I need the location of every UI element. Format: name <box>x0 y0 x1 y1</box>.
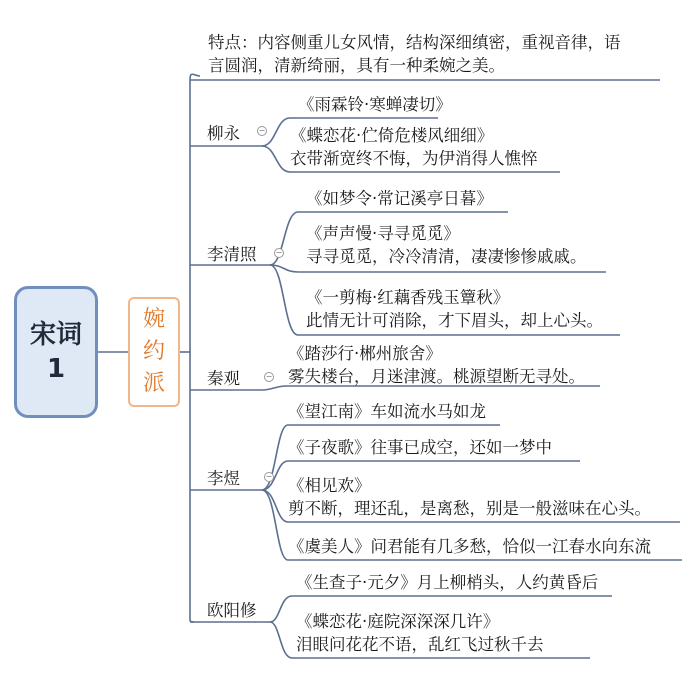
poet-liyu[interactable]: 李煜 <box>207 469 240 488</box>
work-quote: 泪眼问花花不语，乱红飞过秋千去 <box>296 635 544 654</box>
collapse-icon[interactable]: − <box>275 248 283 257</box>
poet-liqingzhao[interactable]: 李清照 <box>207 245 257 264</box>
work-title[interactable]: 《蝶恋花·伫倚危楼风细细》 <box>290 126 494 145</box>
work-title[interactable]: 《虞美人》问君能有几多愁，恰似一江春水向东流 <box>288 537 651 556</box>
work-title[interactable]: 《望江南》车如流水马如龙 <box>288 402 486 421</box>
root-node[interactable] <box>14 286 98 418</box>
work-quote: 寻寻觅觅，冷冷清清，凄凄惨惨戚戚。 <box>306 247 587 266</box>
work-quote: 剪不断，理还乱，是离愁，别是一般滋味在心头。 <box>288 499 651 518</box>
work-title[interactable]: 《如梦令·常记溪亭日暮》 <box>306 189 493 208</box>
work-title[interactable]: 《雨霖铃·寒蝉凄切》 <box>298 95 452 114</box>
work-title[interactable]: 《子夜歌》往事已成空，还如一梦中 <box>288 438 552 457</box>
feature-line-1: 特点：内容侧重儿女风情，结构深细缜密，重视音律，语 <box>208 33 621 52</box>
feature-line-2: 言圆润，清新绮丽，具有一种柔婉之美。 <box>208 56 505 75</box>
poet-qinguan[interactable]: 秦观 <box>207 369 240 388</box>
collapse-icon[interactable]: − <box>265 372 273 381</box>
school-name: 婉 约 派 <box>142 307 165 396</box>
work-title[interactable]: 《一剪梅·红藕香残玉簟秋》 <box>306 288 510 307</box>
work-title[interactable]: 《踏莎行·郴州旅舍》 <box>288 344 442 363</box>
work-title[interactable]: 《声声慢·寻寻觅觅》 <box>306 224 460 243</box>
work-title[interactable]: 《生查子·元夕》月上柳梢头，人约黄昏后 <box>296 573 599 592</box>
school-node[interactable] <box>128 297 180 407</box>
work-title[interactable]: 《相见欢》 <box>288 476 371 495</box>
poet-ouyangxiu[interactable]: 欧阳修 <box>207 601 257 620</box>
collapse-icon[interactable]: − <box>265 472 273 481</box>
work-title[interactable]: 《蝶恋花·庭院深深深几许》 <box>296 612 500 631</box>
collapse-icon[interactable]: − <box>258 126 266 135</box>
root-title: 宋词 1 <box>29 320 82 384</box>
work-quote: 衣带渐宽终不悔，为伊消得人憔悴 <box>290 149 538 168</box>
work-quote: 雾失楼台，月迷津渡。桃源望断无寻处。 <box>288 367 585 386</box>
work-quote: 此情无计可消除，才下眉头，却上心头。 <box>306 311 603 330</box>
poet-liuyong[interactable]: 柳永 <box>207 124 240 143</box>
